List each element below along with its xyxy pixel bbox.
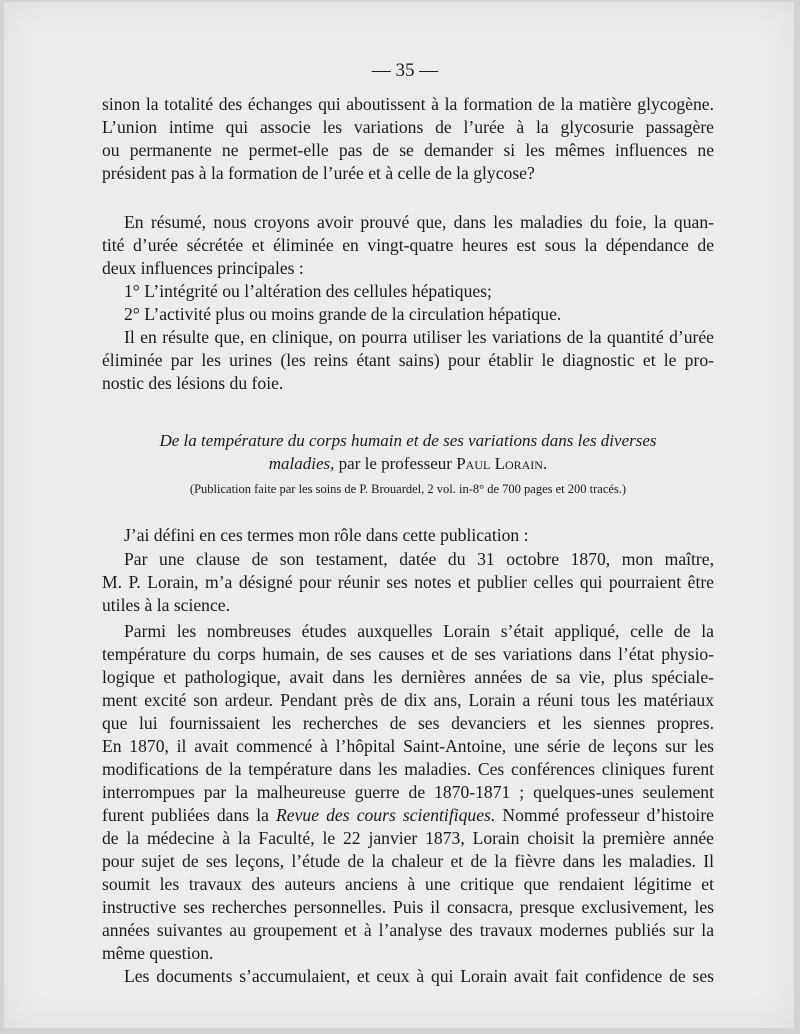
journal-title: Revue des cours scientifiques. <box>276 805 496 825</box>
list-item: 1° L’intégrité ou l’altération des cellules hépatiques; <box>124 281 492 301</box>
text-line: Il en résulte que, en clinique, on pourra utiliser les variations de la quantité d’urée <box>124 327 714 347</box>
section-title-italic: maladies, <box>268 454 335 473</box>
section-title-byline: par le professeur <box>338 454 452 473</box>
text-line: logique et pathologique, avait dans les dernières années de sa vie, plus spéciale- <box>102 667 714 687</box>
text-line: instructive ses recherches personnelles. Puis il consacra, presque exclusivement, les <box>102 897 714 917</box>
text-line: modifications de la température dans les maladies. Ces conférences cliniques furent <box>102 759 714 779</box>
text-line: L’union intime qui associe les variations de l’urée à la glycosurie passagère <box>102 117 714 137</box>
section-title-line2 <box>102 453 714 475</box>
text-line: éliminée par les urines (les reins étant sains) pour établir le diagnostic et le pro- <box>102 350 714 370</box>
text-line: de la médecine à la Faculté, le 22 janvier 1873, Lorain choisit la première année <box>102 828 714 848</box>
text-line: sinon la totalité des échanges qui aboutissent à la formation de la matière glycogène. <box>102 94 714 114</box>
text-line: nostic des lésions du foie. <box>102 373 284 393</box>
text-line: M. P. Lorain, m’a désigné pour réunir ses notes et publier celles qui pourraient être <box>102 572 714 592</box>
text-span: furent publiées dans la <box>102 805 269 825</box>
text-line: président pas à la formation de l’urée et à celle de la glycose? <box>102 163 535 183</box>
document-page <box>4 2 794 1028</box>
text-span: Nommé professeur d’histoire <box>502 805 714 825</box>
publication-note: (Publication faite par les soins de P. Brouardel, 2 vol. in-8° de 700 pages et 200 tracés.) <box>189 482 627 496</box>
text-line: Les documents s’accumulaient, et ceux à qui Lorain avait fait confidence de ses <box>124 966 714 986</box>
text-line: Par une clause de son testament, datée du 31 octobre 1870, mon maître, <box>124 549 714 569</box>
text-line: utiles à la science. <box>102 595 230 615</box>
section-title-line1: De la température du corps humain et de ses variations dans les diverses <box>159 431 657 450</box>
text-line: même question. <box>102 943 214 963</box>
text-line: interrompues par la malheureuse guerre de 1870-1871 ; quelques-unes seulement <box>102 782 714 802</box>
text-line: ment excité son ardeur. Pendant près de dix ans, Lorain a réuni tous les matériaux <box>102 690 714 710</box>
text-line: années suivantes au groupement et à l’analyse des travaux modernes publiés sur la <box>102 920 714 940</box>
section-title <box>102 430 714 452</box>
text-line: deux influences principales : <box>102 258 304 278</box>
page-number: — 35 — <box>371 60 439 81</box>
list-item: 2° L’activité plus ou moins grande de la circulation hépatique. <box>124 304 562 324</box>
text-line <box>102 804 714 826</box>
text-line: pour sujet de ses leçons, l’étude de la chaleur et de la fièvre dans les maladies. Il <box>102 851 714 871</box>
text-line: En résumé, nous croyons avoir prouvé que, dans les maladies du foie, la quan- <box>124 212 714 232</box>
text-line: température du corps humain, de ses causes et de ses variations dans l’état physio- <box>102 644 714 664</box>
text-line: soumit les travaux des auteurs anciens à une critique que rendaient légitime et <box>102 874 714 894</box>
text-line: J’ai défini en ces termes mon rôle dans cette publication : <box>124 525 529 545</box>
text-line: que lui fournissaient les recherches de ses devanciers et les siennes propres. <box>102 713 714 733</box>
text-line: En 1870, il avait commencé à l’hôpital Saint-Antoine, une série de leçons sur les <box>102 736 714 756</box>
text-line: Parmi les nombreuses études auxquelles Lorain s’était appliqué, celle de la <box>124 621 714 641</box>
author-first-name: Paul <box>456 454 491 473</box>
text-line: ou permanente ne permet-elle pas de se demander si les mêmes influences ne <box>102 140 714 160</box>
text-line: tité d’urée sécrétée et éliminée en vingt-quatre heures est sous la dépendance de <box>102 235 714 255</box>
author-last-name: Lorain. <box>494 454 548 473</box>
